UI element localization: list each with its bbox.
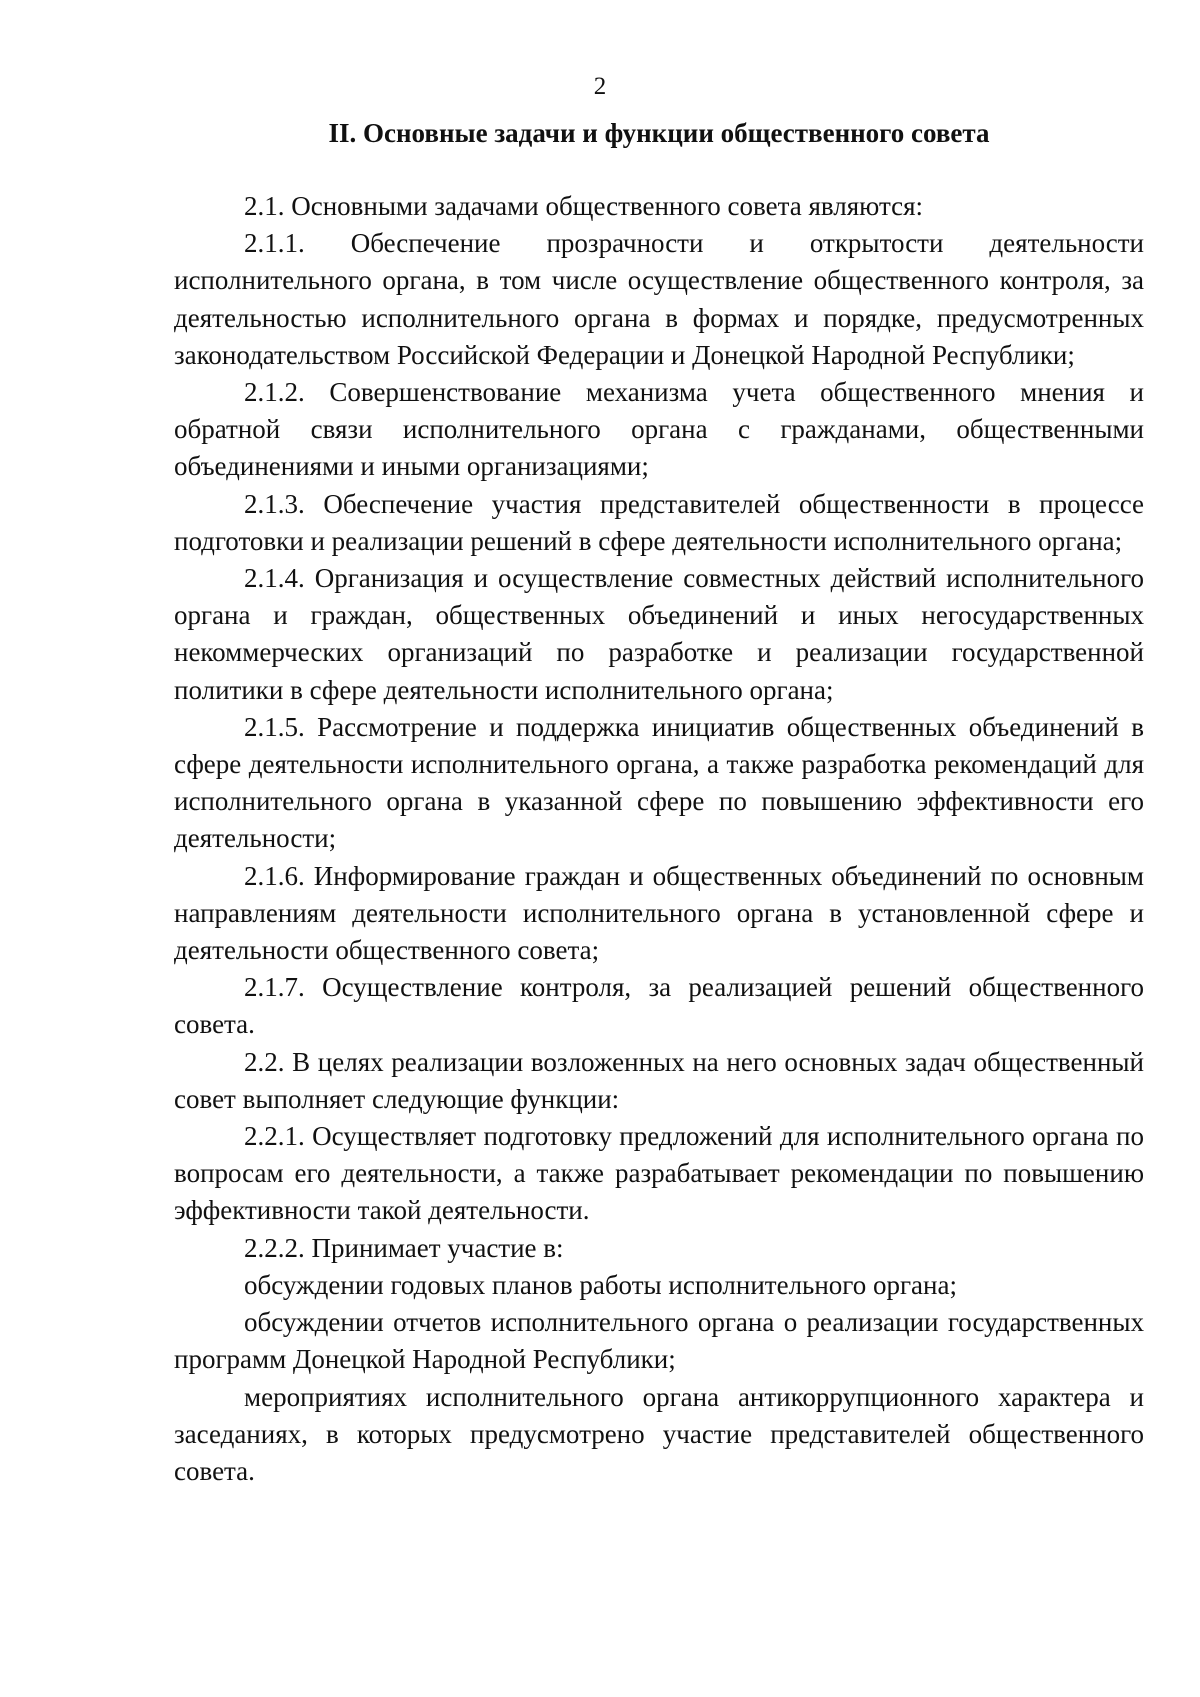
paragraph-2-1-2: 2.1.2. Совершенствование механизма учета общественного мнения и обратной связи исполнительного органа с гражданами, общественными объединениями и иными организациями; [174, 377, 1144, 482]
list-item-annual-plans: обсуждении годовых планов работы исполнительного органа; [244, 1269, 957, 1300]
paragraph-2-2-1: 2.2.1. Осуществляет подготовку предложений для исполнительного органа по вопросам его деятельности, а также разрабатывает рекомендации по повышению эффективности такой деятельности. [174, 1121, 1144, 1226]
paragraph-2-1-5: 2.1.5. Рассмотрение и поддержка инициатив общественных объединений в сфере деятельности исполнительного органа, а также разработка рекомендаций для исполнительного органа в указанной сфере по повышению эффективности его деятельности; [174, 711, 1144, 854]
section-heading: II. Основные задачи и функции общественного совета [328, 118, 990, 148]
paragraph-2-2-2: 2.2.2. Принимает участие в: [244, 1232, 564, 1263]
page-number: 2 [593, 73, 607, 100]
paragraph-2-1-6: 2.1.6. Информирование граждан и общественных объединений по основным направлениям деятельности исполнительного органа в установленной сфере и деятельности общественного совета; [174, 860, 1144, 966]
list-item-anticorruption-events: мероприятиях исполнительного органа антикоррупционного характера и заседаниях, в которых предусмотрено участие представителей общественного совета. [174, 1381, 1144, 1486]
document-body [174, 188, 1144, 1490]
paragraph-2-1-7: 2.1.7. Осуществление контроля, за реализацией решений общественного совета. [174, 972, 1144, 1040]
paragraph-2-1: 2.1. Основными задачами общественного совета являются: [244, 191, 924, 221]
paragraph-2-1-3: 2.1.3. Обеспечение участия представителей общественности в процессе подготовки и реализации решений в сфере деятельности исполнительного органа; [174, 488, 1144, 556]
paragraph-2-1-1: 2.1.1. Обеспечение прозрачности и открытости деятельности исполнительного органа, в том числе осуществление общественного контроля, за деятельностью исполнительного органа в формах и порядке, предусмотренных законодательством Российской Федерации и Донецкой Народной Республики; [174, 228, 1144, 370]
list-item-program-reports: обсуждении отчетов исполнительного органа о реализации государственных программ Донецкой Народной Республики; [174, 1307, 1144, 1375]
paragraph-2-1-4: 2.1.4. Организация и осуществление совместных действий исполнительного органа и граждан, общественных объединений и иных негосударственных некоммерческих организаций по разработке и реализации государственной политики в сфере деятельности исполнительного органа; [174, 563, 1144, 705]
paragraph-2-2: 2.2. В целях реализации возложенных на него основных задач общественный совет выполняет следующие функции: [174, 1046, 1144, 1114]
